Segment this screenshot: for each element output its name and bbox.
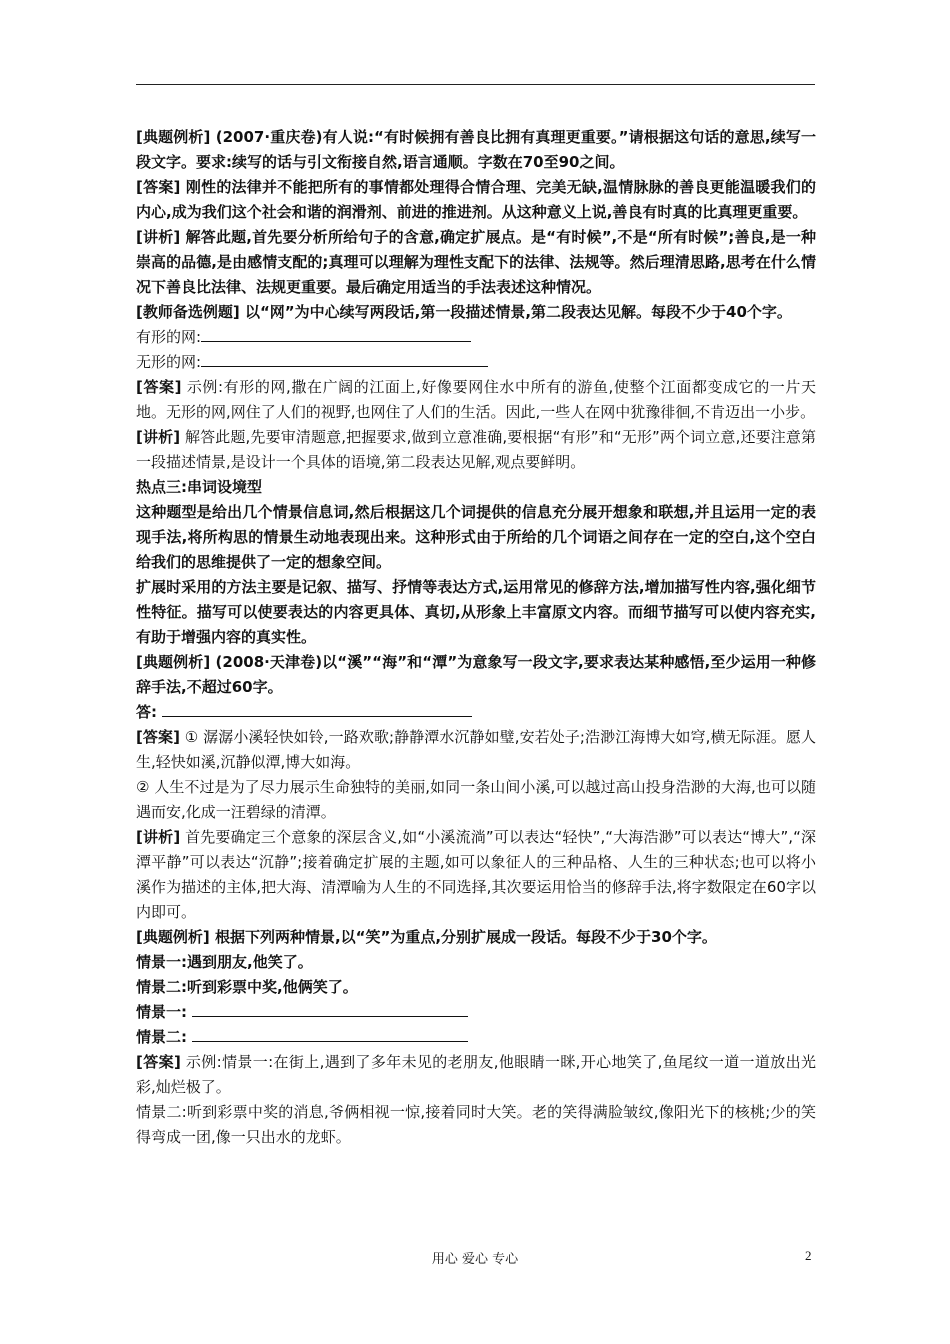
answer-line: 情景二: [136,1025,816,1050]
paragraph: 情景二:听到彩票中奖,他俩笑了。 [136,978,358,996]
section-heading: 热点三:串词设境型 [136,478,262,496]
paragraph: [答案] ① 潺潺小溪轻快如铃,一路欢歌;静静潭水沉静如璧,安若处子;浩渺江海博大如穹,横无际涯。愿人生,轻快如溪,沉静似潭,博大如海。 [136,728,816,771]
document-body [136,125,816,1150]
answer-blank[interactable] [192,1001,468,1017]
paragraph: ② 人生不过是为了尽力展示生命独特的美丽,如同一条山间小溪,可以越过高山投身浩渺的大海,也可以随遇而安,化成一汪碧绿的清潭。 [136,778,816,821]
answer-blank[interactable] [201,326,471,342]
paragraph: [答案] 示例:情景一:在街上,遇到了多年未见的老朋友,他眼睛一眯,开心地笑了,鱼尾纹一道一道放出光彩,灿烂极了。 [136,1053,816,1096]
paragraph: [讲析] 解答此题,先要审清题意,把握要求,做到立意准确,要根据“有形”和“无形”两个词立意,还要注意第一段描述情景,是设计一个具体的语境,第二段表达见解,观点要鲜明。 [136,428,816,471]
answer-line: 有形的网: [136,325,816,350]
footer-text: 用心 爱心 专心 [431,1252,519,1267]
paragraph: [讲析] 解答此题,首先要分析所给句子的含意,确定扩展点。是“有时候”,不是“所有时候”;善良,是一种崇高的品德,是由感情支配的;真理可以理解为理性支配下的法律、法规等。然后理清思路,思考在什么情况下善良比法律、法规更重要。最后确定用适当的手法表述这种情况。 [136,228,816,296]
answer-blank[interactable] [162,701,472,717]
answer-blank[interactable] [201,351,488,367]
answer-blank[interactable] [192,1026,468,1042]
paragraph: [讲析] 首先要确定三个意象的深层含义,如“小溪流淌”可以表达“轻快”,“大海浩渺”可以表达“博大”,“深潭平静”可以表达“沉静”;接着确定扩展的主题,如可以象征人的三种品格、人生的三种状态;也可以将小溪作为描述的主体,把大海、清潭喻为人生的不同选择,其次要运用恰当的修辞手法,将字数限定在60字以内即可。 [136,828,817,921]
page-number: 2 [805,1248,812,1263]
paragraph: [答案] 刚性的法律并不能把所有的事情都处理得合情合理、完美无缺,温情脉脉的善良更能温暖我们的内心,成为我们这个社会和谐的润滑剂、前进的推进剂。从这种意义上说,善良有时真的比真理更重要。 [136,178,816,221]
paragraph: [答案] 示例:有形的网,撒在广阔的江面上,好像要网住水中所有的游鱼,使整个江面都变成它的一片天地。无形的网,网住了人们的视野,也网住了人们的生活。因此,一些人在网中犹豫徘徊,不肯迈出一小步。 [136,378,816,421]
paragraph: [典题例析] (2008·天津卷)以“溪”“海”和“潭”为意象写一段文字,要求表达某种感悟,至少运用一种修辞手法,不超过60字。 [136,653,816,696]
answer-line: 答: [136,700,816,725]
header-rule [136,84,815,85]
paragraph: 扩展时采用的方法主要是记叙、描写、抒情等表达方式,运用常见的修辞方法,增加描写性内容,强化细节性特征。描写可以使要表达的内容更具体、真切,从形象上丰富原文内容。而细节描写可以使内容充实,有助于增强内容的真实性。 [136,578,816,646]
paragraph: 情景二:听到彩票中奖的消息,爷俩相视一惊,接着同时大笑。老的笑得满脸皱纹,像阳光下的核桃;少的笑得弯成一团,像一只出水的龙虾。 [136,1103,816,1146]
answer-line: 情景一: [136,1000,816,1025]
answer-line: 无形的网: [136,350,816,375]
paragraph: 情景一:遇到朋友,他笑了。 [136,953,313,971]
paragraph: 这种题型是给出几个情景信息词,然后根据这几个词提供的信息充分展开想象和联想,并且运用一定的表现手法,将所构思的情景生动地表现出来。这种形式由于所给的几个词语之间存在一定的空白,这个空白给我们的思维提供了一定的想象空间。 [136,503,816,571]
paragraph: [教师备选例题] 以“网”为中心续写两段话,第一段描述情景,第二段表达见解。每段不少于40个字。 [136,303,792,321]
paragraph: [典题例析] 根据下列两种情景,以“笑”为重点,分别扩展成一段话。每段不少于30个字。 [136,928,717,946]
paragraph: [典题例析] (2007·重庆卷)有人说:“有时候拥有善良比拥有真理更重要。”请根据这句话的意思,续写一段文字。要求:续写的话与引文衔接自然,语言通顺。字数在70至90之间。 [136,128,817,171]
